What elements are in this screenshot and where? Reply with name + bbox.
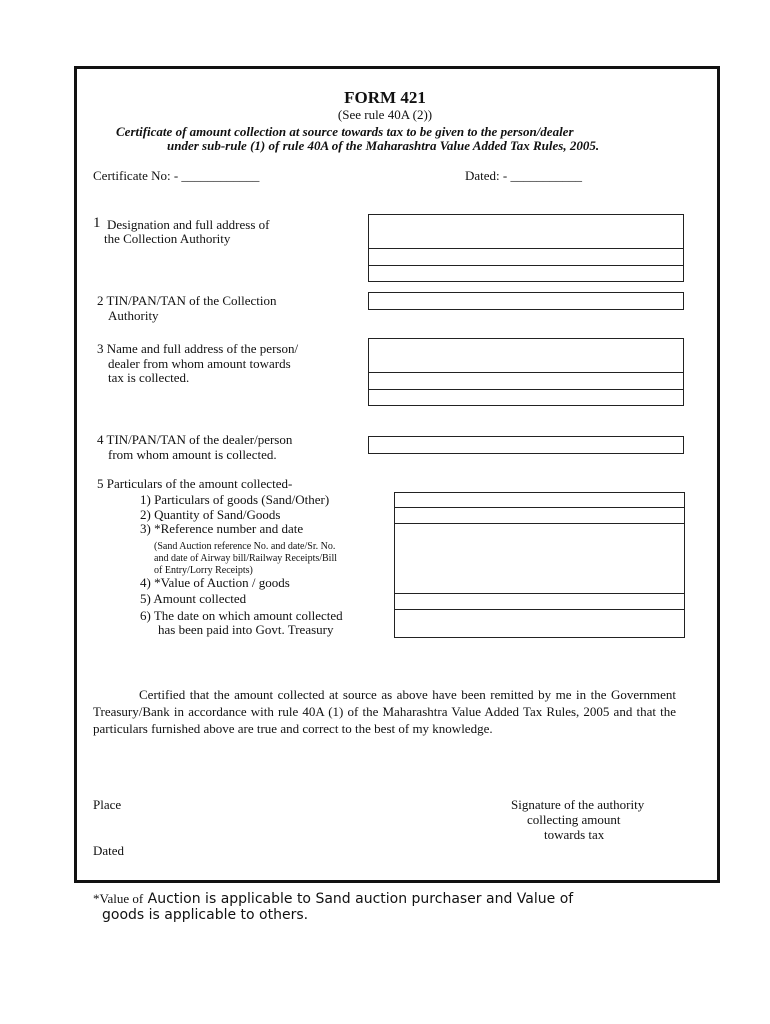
- signature-line1: Signature of the authority: [511, 797, 645, 812]
- place-label: Place: [93, 797, 122, 812]
- field-3-row-divider: [368, 372, 684, 373]
- form-subtitle: (See rule 40A (2)): [337, 107, 433, 122]
- signature-line3: towards tax: [544, 827, 605, 842]
- field-3-label-line1: 3 Name and full address of the person/: [97, 341, 299, 356]
- field-4-label-line2: from whom amount is collected.: [108, 447, 277, 462]
- form-heading-line1: Certificate of amount collection at source towards tax to be given to the person/dealer: [116, 124, 574, 139]
- footnote-text: Auction is applicable to Sand auction purchaser and Value of: [147, 891, 574, 907]
- particulars-note-line1: (Sand Auction reference No. and date/Sr. No.: [154, 541, 336, 552]
- particulars-note-line2: and date of Airway bill/Railway Receipts/Bill: [154, 553, 338, 564]
- particulars-row-divider: [394, 593, 685, 594]
- particulars-item-1: 1) Particulars of goods (Sand/Other): [140, 492, 330, 507]
- certificate-no-label: Certificate No: - ____________: [93, 168, 260, 183]
- certificate-dated-label: Dated: - ___________: [465, 168, 582, 183]
- field-3-row-divider: [368, 389, 684, 390]
- field-1-row-divider: [368, 265, 684, 266]
- field-4-label-line1: 4 TIN/PAN/TAN of the dealer/person: [97, 432, 293, 447]
- footnote-line2: goods is applicable to others.: [102, 907, 309, 923]
- particulars-item-6-line1: 6) The date on which amount collected: [140, 608, 343, 623]
- field-1-number: 1: [93, 215, 101, 231]
- form-border: [74, 66, 720, 883]
- form-title: FORM 421: [344, 88, 426, 107]
- particulars-item-5: 5) Amount collected: [140, 591, 247, 606]
- particulars-row-divider: [394, 507, 685, 508]
- particulars-note-line3: of Entry/Lorry Receipts): [154, 565, 253, 576]
- field-1-label-line1: Designation and full address of: [107, 217, 270, 232]
- particulars-item-3: 3) *Reference number and date: [140, 521, 304, 536]
- field-2-label-line1: 2 TIN/PAN/TAN of the Collection: [97, 293, 277, 308]
- particulars-input-box[interactable]: [394, 492, 685, 638]
- particulars-item-2: 2) Quantity of Sand/Goods: [140, 507, 281, 522]
- footnote-line1: [93, 891, 573, 907]
- signature-line2: collecting amount: [527, 812, 621, 827]
- certification-text: Certified that the amount collected at source as above have been remitted by me in the Government Treasury/Bank in accordance with rule 40A (1) of the Maharashtra Value Added Tax Rules, 2005 and that the particulars furnished above are true and correct to the best of my knowledge.: [93, 687, 676, 736]
- field-3-label-line2: dealer from whom amount towards: [108, 356, 291, 371]
- field-4-input-box[interactable]: [368, 436, 684, 454]
- particulars-row-divider: [394, 609, 685, 610]
- particulars-heading: 5 Particulars of the amount collected-: [97, 476, 293, 491]
- particulars-item-4: 4) *Value of Auction / goods: [140, 575, 290, 590]
- particulars-item-6-line2: has been paid into Govt. Treasury: [158, 622, 334, 637]
- field-1-row-divider: [368, 248, 684, 249]
- dated-label: Dated: [93, 843, 125, 858]
- field-3-label-line3: tax is collected.: [108, 370, 190, 385]
- particulars-row-divider: [394, 523, 685, 524]
- field-2-label-line2: Authority: [108, 308, 159, 323]
- form-heading-line2: under sub-rule (1) of rule 40A of the Maharashtra Value Added Tax Rules, 2005.: [167, 138, 600, 153]
- footnote-prefix: *Value of: [93, 891, 144, 906]
- field-2-input-box[interactable]: [368, 292, 684, 310]
- field-1-label-line2: the Collection Authority: [104, 231, 231, 246]
